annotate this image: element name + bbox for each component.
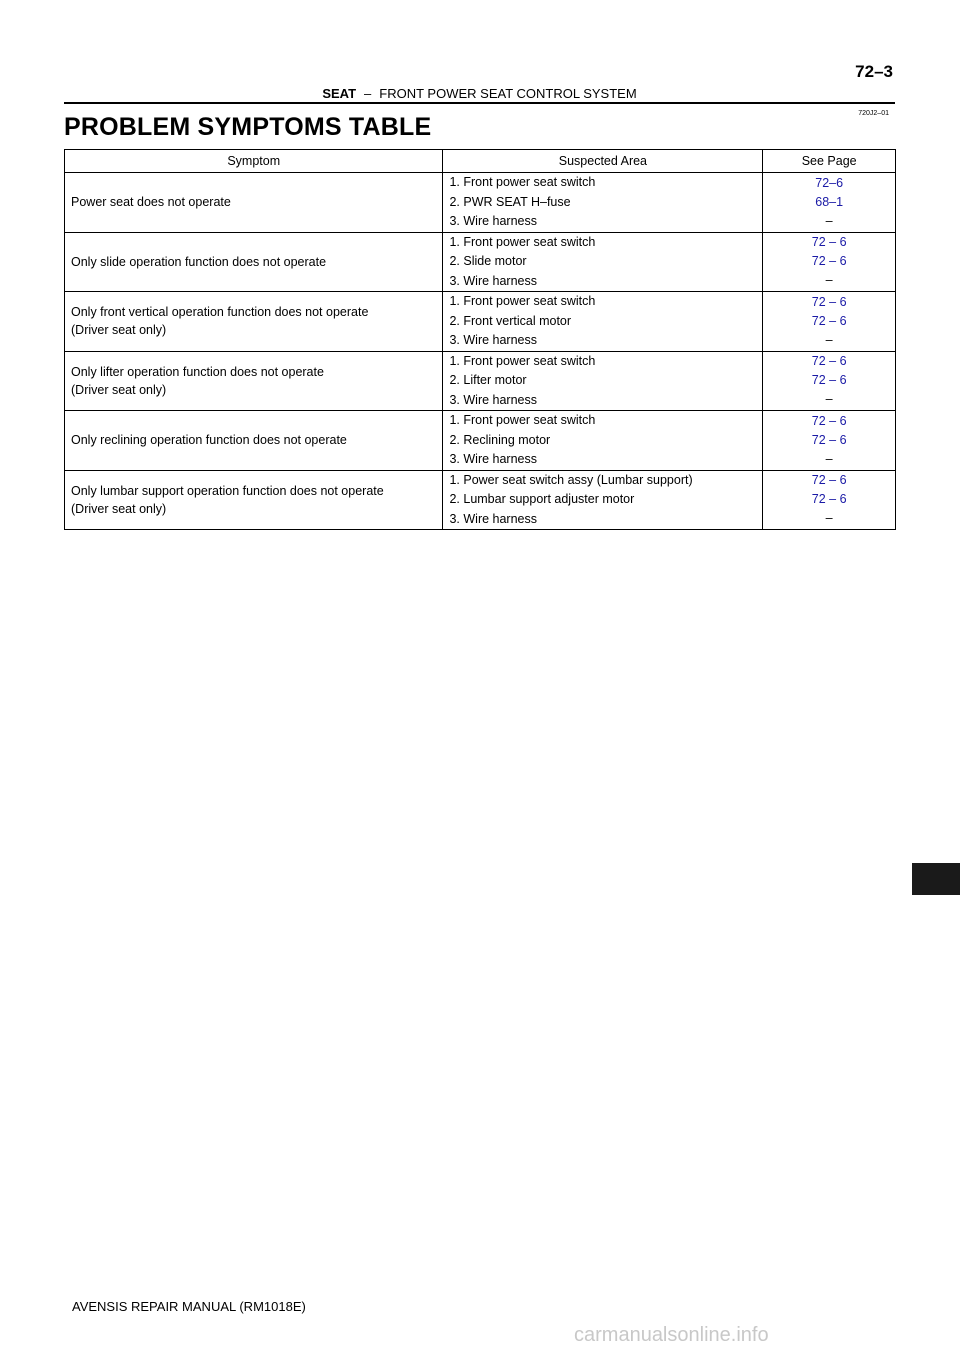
see-page-cell <box>763 173 896 233</box>
table-row <box>65 232 896 292</box>
page-reference-none: – <box>825 451 833 466</box>
symptom-text: Only lumbar support operation function does not operate <box>71 483 384 498</box>
page-number: 72–3 <box>855 62 893 81</box>
symptom-cell <box>65 232 443 292</box>
see-page-cell <box>763 292 896 352</box>
suspected-area-item: 2. Reclining motor <box>449 432 551 447</box>
suspected-area-cell <box>443 173 763 233</box>
symptom-text: Power seat does not operate <box>71 195 231 210</box>
see-page-cell <box>763 470 896 530</box>
suspected-area-item: 1. Front power seat switch <box>449 234 596 249</box>
symptom-cell <box>65 470 443 530</box>
symptom-cell <box>65 292 443 352</box>
header-section-line <box>64 86 895 101</box>
page-reference-link[interactable]: 72 – 6 <box>811 354 847 369</box>
page-reference-none: – <box>825 273 833 288</box>
symptom-text: Only front vertical operation function does not operate <box>71 305 369 320</box>
page-reference-link[interactable]: 72 – 6 <box>811 235 847 250</box>
suspected-area-item: 1. Front power seat switch <box>449 413 596 427</box>
suspected-area-item: 3. Wire harness <box>449 333 537 347</box>
header-separator: – <box>364 86 372 101</box>
document-id: 720J2–01 <box>858 110 889 117</box>
suspected-area-item: 1. Front power seat switch <box>449 294 596 308</box>
suspected-area-item: 2. Lifter motor <box>449 373 527 387</box>
problem-symptoms-table <box>64 149 896 530</box>
page-reference-link[interactable]: 72 – 6 <box>811 313 847 328</box>
page-reference-link[interactable]: 72 – 6 <box>811 254 847 269</box>
table-row <box>65 411 896 471</box>
table-row <box>65 173 896 233</box>
column-header-suspected-area: Suspected Area <box>443 150 763 173</box>
watermark: carmanualsonline.info <box>574 1324 769 1346</box>
page-reference-link[interactable]: 72 – 6 <box>811 432 847 447</box>
table-row <box>65 292 896 352</box>
suspected-area-cell <box>443 351 763 411</box>
symptom-text: (Driver seat only) <box>71 501 167 516</box>
page-reference-none: – <box>825 392 833 407</box>
column-header-see-page: See Page <box>763 150 896 173</box>
symptom-text: Only reclining operation function does not operate <box>71 433 347 448</box>
column-header-symptom: Symptom <box>65 150 443 173</box>
suspected-area-item: 2. PWR SEAT H–fuse <box>449 194 571 209</box>
page-reference-link[interactable]: 68–1 <box>815 194 844 209</box>
table-row <box>65 351 896 411</box>
symptom-text: Only slide operation function does not operate <box>71 254 327 269</box>
symptom-text: Only lifter operation function does not operate <box>71 364 324 379</box>
page-footer: AVENSIS REPAIR MANUAL (RM1018E) <box>72 1299 306 1314</box>
symptom-cell <box>65 173 443 233</box>
page-reference-link[interactable]: 72 – 6 <box>811 492 847 507</box>
suspected-area-item: 2. Slide motor <box>449 254 527 268</box>
table-header-row <box>65 150 896 173</box>
section-tab-marker <box>912 863 960 895</box>
suspected-area-item: 1. Power seat switch assy (Lumbar support) <box>449 472 693 487</box>
running-header <box>64 62 895 117</box>
page-reference-link[interactable]: 72–6 <box>815 175 844 190</box>
suspected-area-item: 2. Front vertical motor <box>449 313 572 328</box>
see-page-cell <box>763 232 896 292</box>
see-page-cell <box>763 411 896 471</box>
suspected-area-item: 1. Front power seat switch <box>449 175 596 189</box>
suspected-area-cell <box>443 292 763 352</box>
suspected-area-item: 1. Front power seat switch <box>449 353 596 368</box>
page-reference-none: – <box>825 332 833 347</box>
symptom-cell <box>65 351 443 411</box>
header-subtitle: FRONT POWER SEAT CONTROL SYSTEM <box>379 86 637 101</box>
suspected-area-item: 3. Wire harness <box>449 392 537 407</box>
page-reference-link[interactable]: 72 – 6 <box>811 294 847 309</box>
suspected-area-cell <box>443 470 763 530</box>
suspected-area-cell <box>443 232 763 292</box>
suspected-area-item: 2. Lumbar support adjuster motor <box>449 492 635 506</box>
page-reference-none: – <box>825 511 833 526</box>
symptom-cell <box>65 411 443 471</box>
page-reference-link[interactable]: 72 – 6 <box>811 413 847 428</box>
page-reference-link[interactable]: 72 – 6 <box>811 473 847 488</box>
suspected-area-item: 3. Wire harness <box>449 214 537 228</box>
suspected-area-item: 3. Wire harness <box>449 452 537 466</box>
see-page-cell <box>763 351 896 411</box>
table-row <box>65 470 896 530</box>
symptom-text: (Driver seat only) <box>71 382 167 397</box>
suspected-area-item: 3. Wire harness <box>449 273 537 288</box>
suspected-area-item: 3. Wire harness <box>449 511 537 526</box>
symptom-text: (Driver seat only) <box>71 323 167 338</box>
page-reference-link[interactable]: 72 – 6 <box>811 373 847 388</box>
header-section: SEAT <box>322 86 357 101</box>
suspected-area-cell <box>443 411 763 471</box>
page-title: PROBLEM SYMPTOMS TABLE <box>64 113 432 141</box>
page-reference-none: – <box>825 213 833 228</box>
